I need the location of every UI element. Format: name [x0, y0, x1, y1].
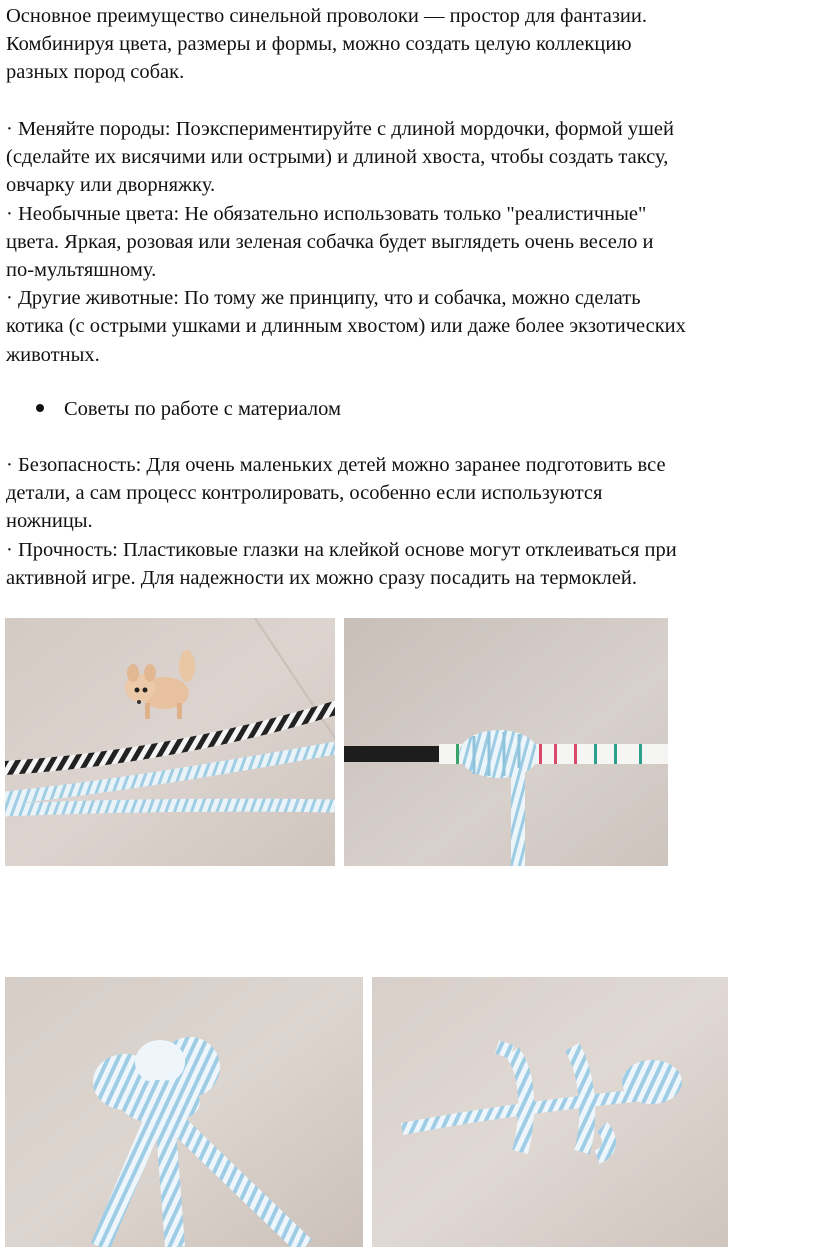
photo-pencil-wrap [344, 618, 668, 866]
idea-line: (сделайте их висячими или острыми) и длиной хвоста, чтобы создать таксу, [6, 146, 669, 169]
idea-line: · Меняйте породы: Поэкспериментируйте с длиной мордочки, формой ушей [6, 118, 674, 140]
intro-line: Основное преимущество синельной проволоки — простор для фантазии. [6, 5, 647, 27]
idea-line: овчарку или дворняжку. [6, 174, 216, 197]
head-photo-icon [5, 977, 363, 1247]
intro-paragraph [6, 2, 812, 87]
tip-durability [6, 536, 812, 592]
idea-line: цвета. Яркая, розовая или зеленая собачка будет выглядеть очень весело и [6, 230, 654, 253]
idea-line: котика (с острыми ушками и длинным хвостом) или даже более экзотических [6, 315, 686, 338]
idea-line: по-мультяшному. [6, 259, 157, 282]
tips-heading-text: Советы по работе с материалом [64, 398, 341, 420]
tips-section [6, 451, 812, 592]
idea-line: животных. [6, 343, 100, 366]
idea-colors [6, 200, 812, 285]
dog-toy-photo-icon [5, 618, 335, 866]
idea-breeds [6, 115, 812, 200]
tip-line: активной игре. Для надежности их можно сразу посадить на термоклей. [6, 566, 637, 589]
idea-line: · Другие животные: По тому же принципу, что и собачка, можно сделать [6, 287, 641, 310]
tip-line: · Безопасность: Для очень маленьких детей можно заранее подготовить все [6, 454, 666, 476]
tip-line: детали, а сам процесс контролировать, особенно если используются [6, 482, 603, 505]
photo-body-frame [372, 977, 728, 1247]
body-frame-photo-icon [372, 977, 728, 1247]
tip-line: ножницы. [6, 510, 93, 533]
bullet-icon [36, 404, 44, 412]
intro-line: разных пород собак. [6, 61, 185, 84]
tip-line: · Прочность: Пластиковые глазки на клейкой основе могут отклеиваться при [6, 538, 677, 561]
ideas-section [6, 115, 812, 369]
tips-heading [36, 395, 341, 423]
tip-safety [6, 451, 812, 536]
idea-animals [6, 284, 812, 369]
intro-line: Комбинируя цвета, размеры и формы, можно создать целую коллекцию [6, 33, 632, 56]
pencil-wrap-photo-icon [344, 618, 668, 866]
photo-dog-head [5, 977, 363, 1247]
photo-dog-and-wires [5, 618, 335, 866]
idea-line: · Необычные цвета: Не обязательно использовать только "реалистичные" [6, 202, 647, 225]
